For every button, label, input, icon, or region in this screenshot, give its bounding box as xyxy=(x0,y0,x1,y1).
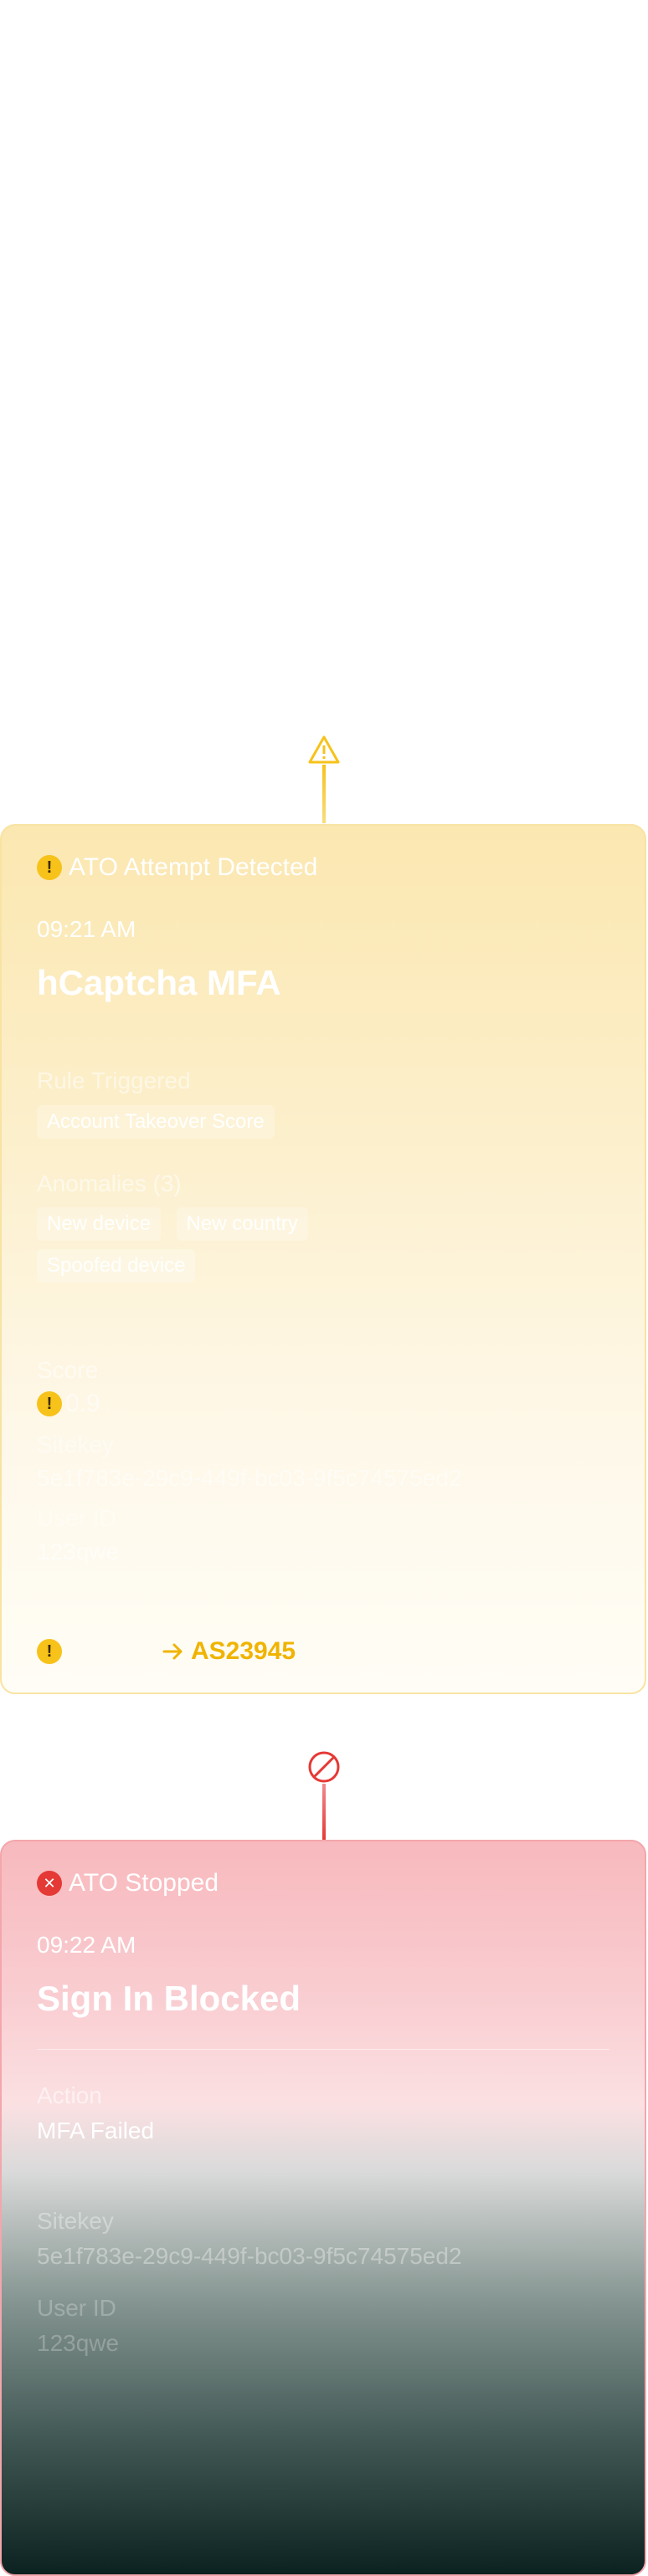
sitekey-value: 5e1f783e-29c9-449f-bc03-9f5c74575ed2 xyxy=(37,2243,462,2269)
close-circle-icon: ✕ xyxy=(37,1871,62,1896)
prohibited-icon xyxy=(307,1750,341,1784)
exclamation-circle-icon: ! xyxy=(37,1391,62,1416)
warning-connector xyxy=(307,735,341,823)
ato-attempt-card xyxy=(0,824,646,1694)
arrow-right-icon xyxy=(162,1642,184,1661)
divider xyxy=(37,2049,609,2050)
event-time: 09:22 AM xyxy=(37,1932,136,1958)
rule-chip-wrap xyxy=(37,1105,275,1139)
asn-link[interactable] xyxy=(162,1637,296,1666)
action-value: MFA Failed xyxy=(37,2118,155,2143)
ato-stopped-card xyxy=(0,1840,646,2576)
sitekey-label: Sitekey xyxy=(37,2208,114,2234)
anomaly-chip: New device xyxy=(37,1207,161,1241)
asn-row xyxy=(37,1637,296,1666)
connector-line xyxy=(322,765,326,823)
score-value: 0.9 xyxy=(65,1390,100,1417)
warning-triangle-icon xyxy=(307,735,341,765)
rule-label: Rule Triggered xyxy=(37,1068,191,1093)
anomaly-chip: New country xyxy=(177,1207,308,1241)
anomalies-list xyxy=(37,1207,455,1283)
userid-label: User ID xyxy=(37,2295,116,2321)
event-title: hCaptcha MFA xyxy=(37,963,281,1002)
event-time: 09:21 AM xyxy=(37,916,136,942)
exclamation-circle-icon: ! xyxy=(37,1639,62,1664)
score-label: Score xyxy=(37,1357,99,1383)
card-header xyxy=(37,853,317,882)
card-header xyxy=(37,1869,219,1897)
anomalies-label: Anomalies (3) xyxy=(37,1170,182,1196)
sitekey-value: 5e1f783e-29c9-449f-bc03-9f5c74575ed2 xyxy=(37,1465,462,1491)
rule-chip: Account Takeover Score xyxy=(37,1105,275,1139)
userid-value: 123qwe xyxy=(37,2330,120,2356)
exclamation-circle-icon: ! xyxy=(37,855,62,880)
asn-value: AS23945 xyxy=(191,1637,296,1665)
blocked-connector xyxy=(307,1750,341,1841)
userid-value: 123qwe xyxy=(37,1539,120,1565)
score-row xyxy=(37,1390,100,1418)
event-title: Sign In Blocked xyxy=(37,1979,301,2018)
card-header-label: ATO Attempt Detected xyxy=(69,853,318,881)
connector-line xyxy=(322,1784,326,1841)
card-header-label: ATO Stopped xyxy=(69,1869,219,1897)
userid-label: User ID xyxy=(37,1505,116,1531)
action-label: Action xyxy=(37,2082,102,2108)
anomaly-chip: Spoofed device xyxy=(37,1249,195,1283)
sitekey-label: Sitekey xyxy=(37,1431,114,1457)
